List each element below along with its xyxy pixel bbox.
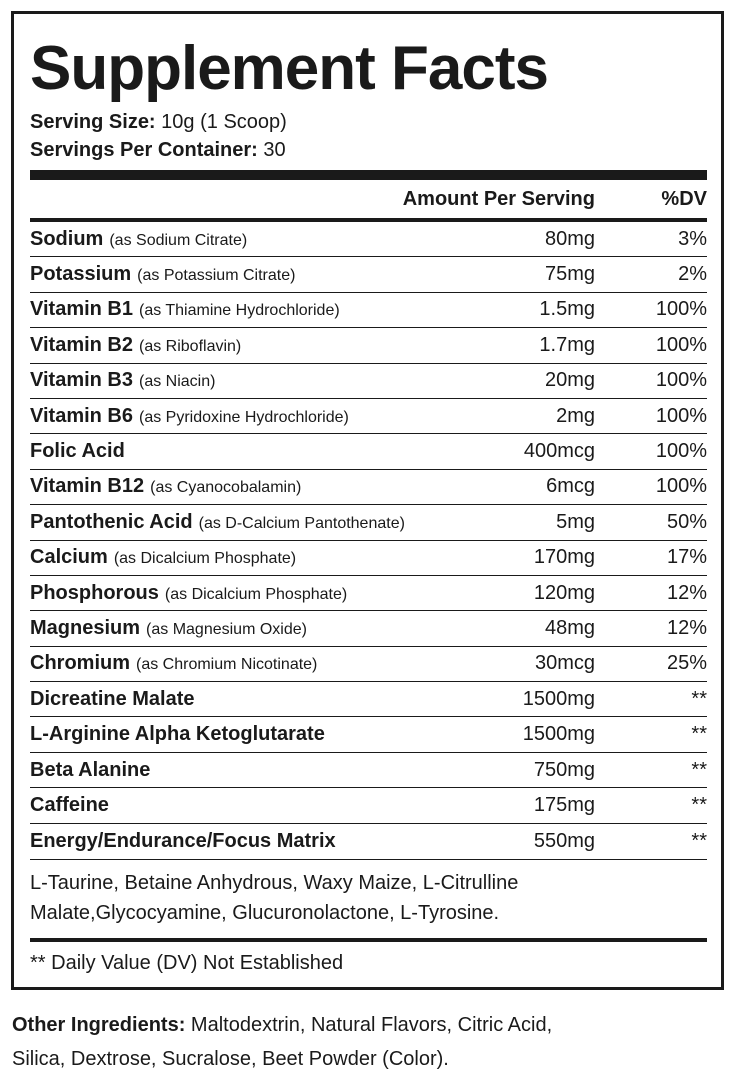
nutrient-amount: 1.7mg	[539, 333, 595, 356]
serving-size-label: Serving Size:	[30, 111, 156, 133]
table-row	[30, 470, 707, 505]
nutrient-name-cell	[30, 688, 435, 711]
nutrient-name: Folic Acid	[30, 440, 125, 463]
nutrient-name: Sodium	[30, 227, 104, 250]
other-ingredients-line-1	[12, 1008, 732, 1042]
nutrient-name-cell	[30, 405, 435, 428]
table-row	[30, 257, 707, 292]
header-amount: Amount Per Serving	[402, 187, 595, 210]
other-ingredients	[12, 1008, 732, 1076]
table-row	[30, 824, 707, 859]
nutrient-name-cell	[30, 723, 435, 746]
nutrient-source: (as Potassium Citrate)	[137, 267, 296, 285]
nutrient-name: Beta Alanine	[30, 758, 151, 781]
nutrient-amount: 175mg	[533, 793, 595, 816]
nutrient-name: Dicreatine Malate	[30, 687, 195, 710]
nutrient-source: (as Cyanocobalamin)	[150, 479, 302, 497]
nutrient-amount: 1500mg	[522, 687, 595, 710]
footnote: ** Daily Value (DV) Not Established	[30, 952, 344, 975]
nutrient-amount: 48mg	[544, 616, 595, 639]
table-row	[30, 788, 707, 823]
panel-title: Supplement Facts	[30, 34, 548, 103]
nutrient-source: (as Riboflavin)	[139, 337, 242, 355]
nutrient-table	[30, 222, 707, 859]
nutrient-name-cell	[30, 759, 435, 782]
serving-size-value: 10g (1 Scoop)	[161, 111, 287, 133]
nutrient-name-cell	[30, 652, 435, 675]
nutrient-dv: 100%	[655, 440, 707, 463]
nutrient-amount: 5mg	[556, 510, 595, 533]
table-row	[30, 364, 707, 399]
nutrient-amount: 120mg	[533, 581, 595, 604]
nutrient-dv: 2%	[678, 263, 707, 286]
nutrient-name: Vitamin B12	[30, 475, 145, 498]
other-ingredients-line-2: Silica, Dextrose, Sucralose, Beet Powder (Color).	[12, 1048, 449, 1070]
table-row	[30, 611, 707, 646]
nutrient-name-cell	[30, 794, 435, 817]
nutrient-source: (as Niacin)	[139, 373, 216, 391]
nutrient-source: (as Chromium Nicotinate)	[136, 656, 318, 674]
nutrient-name-cell	[30, 440, 435, 463]
nutrient-name-cell	[30, 228, 435, 251]
nutrient-name: Magnesium	[30, 616, 141, 639]
nutrient-name: Vitamin B2	[30, 333, 133, 356]
nutrient-amount: 20mg	[544, 369, 595, 392]
nutrient-amount: 750mg	[533, 758, 595, 781]
nutrient-name: Chromium	[30, 652, 130, 675]
table-row	[30, 717, 707, 752]
nutrient-dv: **	[691, 687, 707, 710]
table-row	[30, 328, 707, 363]
matrix-line-1: L-Taurine, Betaine Anhydrous, Waxy Maize, L-Citrulline	[30, 872, 519, 895]
table-row	[30, 222, 707, 257]
nutrient-dv: 12%	[666, 581, 707, 604]
nutrient-name: Calcium	[30, 546, 108, 569]
nutrient-name: Phosphorous	[30, 581, 159, 604]
nutrient-name-cell	[30, 511, 435, 534]
servings-per-container-value: 30	[263, 139, 286, 161]
nutrient-dv: 50%	[666, 510, 707, 533]
nutrient-name-cell	[30, 830, 435, 853]
nutrient-name-cell	[30, 617, 435, 640]
nutrient-name-cell	[30, 263, 435, 286]
matrix-line-2: Malate,Glycocyamine, Glucuronolactone, L-Tyrosine.	[30, 902, 500, 925]
nutrient-amount: 6mcg	[546, 475, 595, 498]
nutrient-name-cell	[30, 546, 435, 569]
nutrient-name: Vitamin B6	[30, 404, 133, 427]
servings-per-container-label: Servings Per Container:	[30, 139, 258, 161]
supplement-facts-panel	[11, 11, 724, 990]
nutrient-dv: 100%	[655, 333, 707, 356]
table-row	[30, 541, 707, 576]
table-header	[30, 180, 707, 218]
serving-info	[30, 108, 707, 164]
nutrient-dv: 17%	[666, 546, 707, 569]
nutrient-dv: 25%	[666, 652, 707, 675]
serving-size	[30, 108, 707, 136]
nutrient-source: (as Thiamine Hydrochloride)	[139, 302, 340, 320]
nutrient-name-cell	[30, 369, 435, 392]
nutrient-amount: 80mg	[544, 227, 595, 250]
nutrient-dv: 100%	[655, 404, 707, 427]
nutrient-dv: 12%	[666, 616, 707, 639]
nutrient-name: Pantothenic Acid	[30, 510, 193, 533]
nutrient-name-cell	[30, 334, 435, 357]
nutrient-amount: 75mg	[544, 263, 595, 286]
nutrient-source: (as D-Calcium Pantothenate)	[198, 514, 405, 532]
other-ingredients-text-1: Maltodextrin, Natural Flavors, Citric Acid,	[185, 1014, 553, 1036]
nutrient-name: Potassium	[30, 263, 132, 286]
nutrient-name: L-Arginine Alpha Ketoglutarate	[30, 723, 325, 746]
nutrient-amount: 550mg	[533, 829, 595, 852]
matrix-ingredients	[30, 860, 707, 938]
nutrient-dv: **	[691, 793, 707, 816]
thick-divider	[30, 170, 707, 180]
nutrient-dv: **	[691, 758, 707, 781]
nutrient-amount: 2mg	[556, 404, 595, 427]
table-row	[30, 753, 707, 788]
nutrient-amount: 170mg	[533, 546, 595, 569]
nutrient-amount: 1.5mg	[539, 298, 595, 321]
nutrient-source: (as Dicalcium Phosphate)	[164, 585, 348, 603]
nutrient-dv: 100%	[655, 298, 707, 321]
nutrient-dv: **	[691, 829, 707, 852]
header-dv: %DV	[661, 187, 707, 210]
nutrient-name: Energy/Endurance/Focus Matrix	[30, 829, 336, 852]
table-row	[30, 399, 707, 434]
table-row	[30, 293, 707, 328]
table-row	[30, 434, 707, 469]
nutrient-name: Vitamin B3	[30, 369, 133, 392]
nutrient-amount: 400mcg	[523, 440, 595, 463]
nutrient-dv: **	[691, 723, 707, 746]
table-row	[30, 647, 707, 682]
servings-per-container	[30, 136, 707, 164]
other-ingredients-label: Other Ingredients:	[12, 1014, 186, 1036]
nutrient-name-cell	[30, 582, 435, 605]
nutrient-name-cell	[30, 475, 435, 498]
nutrient-name: Vitamin B1	[30, 298, 133, 321]
nutrient-dv: 3%	[678, 227, 707, 250]
nutrient-name: Caffeine	[30, 793, 109, 816]
nutrient-source: (as Magnesium Oxide)	[146, 620, 307, 638]
nutrient-source: (as Sodium Citrate)	[109, 231, 248, 249]
nutrient-source: (as Pyridoxine Hydrochloride)	[139, 408, 349, 426]
nutrient-name-cell	[30, 298, 435, 321]
nutrient-amount: 1500mg	[522, 723, 595, 746]
nutrient-dv: 100%	[655, 475, 707, 498]
table-row	[30, 682, 707, 717]
nutrient-dv: 100%	[655, 369, 707, 392]
nutrient-amount: 30mcg	[534, 652, 595, 675]
nutrient-source: (as Dicalcium Phosphate)	[113, 550, 297, 568]
table-row	[30, 576, 707, 611]
table-row	[30, 505, 707, 540]
